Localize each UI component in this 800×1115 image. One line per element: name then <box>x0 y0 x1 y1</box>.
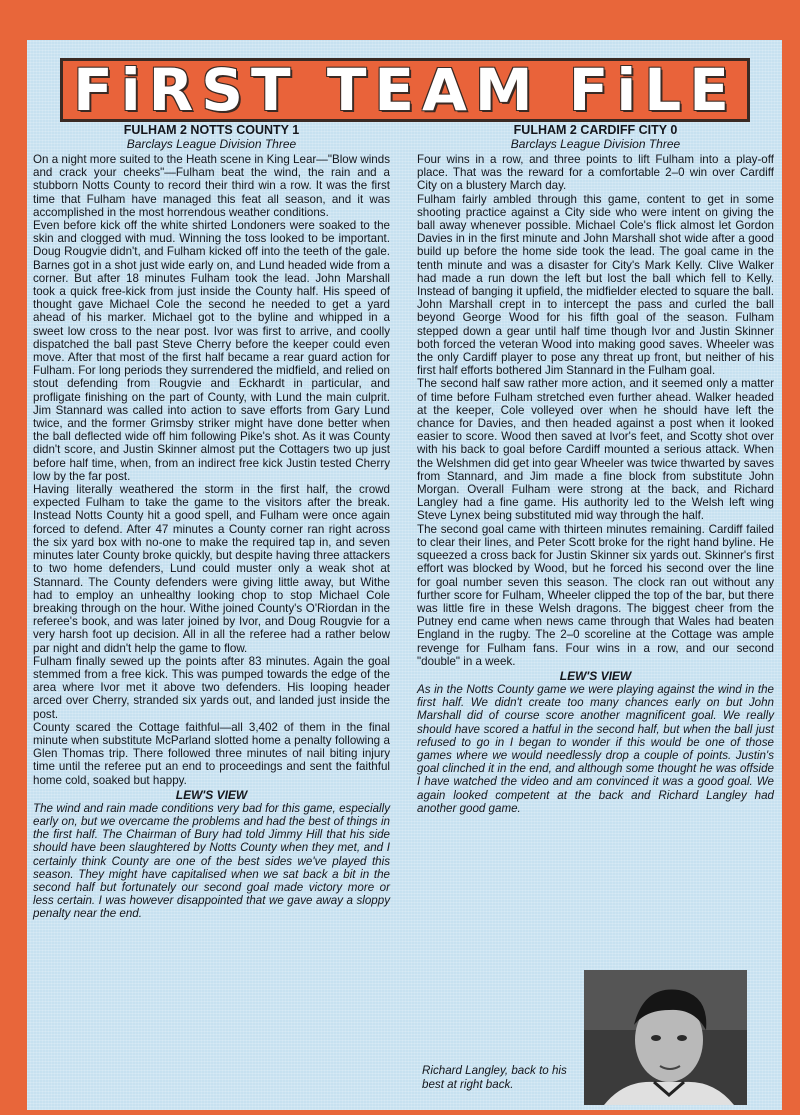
match-subtitle: Barclays League Division Three <box>510 137 681 151</box>
report-paragraph: Four wins in a row, and three points to lift Fulham into a play-off place. That was the reward for a comfortable 2–0 win over Cardiff City on a blustery March day. <box>417 153 774 193</box>
lews-view-heading: LEW'S VIEW <box>175 787 248 802</box>
report-paragraph: The second half saw rather more action, and it seemed only a matter of time before Fulham stretched even further ahead. Walker headed at the keeper, Cole volleyed over when he should have left the chance for Davies, and then headed against a post when it looked easier to score. Wood then saved at Ivor's feet, and Scotty shot over with his back to goal before Cardiff mounted a serious attack. When the Welshmen did get into gear Wheeler was twice thwarted by saves from Stannard, and Jim made a fine block from substitute John Morgan. Overall Fulham were strong at the back, and Richard Langley had a fine game. His authority led to the Welsh left wing Steve Lynex being substituted mid way through the half. <box>417 377 774 523</box>
lews-view-text: The wind and rain made conditions very bad for this game, especially early on, but we overcame the problems and had the best of things in the first half. The Chairman of Bury had told Jimmy Hill that his side should have been slaughtered by Notts County when they met, and I certainly think County are one of the best sides we've played this season. They might have capitalised when we sat back a bit in the second half but fortunately our second goal made victory more or less certain. I was however disappointed that we gave away a sloppy penalty near the end. <box>33 801 390 921</box>
match-subtitle: Barclays League Division Three <box>126 137 297 151</box>
report-paragraph: County scared the Cottage faithful—all 3,402 of them in the final minute when substitute McParland slotted home a penalty following a Glen Thomas trip. There followed three minutes of nail biting injury time until the referee put an end to proceedings and sent the faithful home cold, soaked but happy. <box>33 720 390 787</box>
magazine-page <box>27 40 782 1110</box>
match-title: FULHAM 2 NOTTS COUNTY 1 <box>123 123 300 137</box>
notts-county-report <box>33 123 390 921</box>
report-paragraph: Even before kick off the white shirted Londoners were soaked to the skin and clogged with mud. Winning the toss looked to be important. Doug Rougvie didn't, and Fulham kicked off into the teeth of the gale. Barnes got in a shot just wide early on, and Lund headed wide from a corner. But after 18 minutes Fulham took the lead. John Marshall took a quick free-kick from just inside the County half. His speed of thought gave Michael Cole the second he needed to get a yard ahead of his marker. Michael got to the byline and whipped in a sweet low cross to the near post. Ivor was first to arrive, and coolly dispatched the ball past Steve Cherry before the keeper could even move. After that most of the first half became a rear guard action for Fulham. For long periods they surrendered the midfield, and relied on stout defending from Rougvie and Eckhardt in particular, and profligate finishing on the part of County, with Lund the main culprit. Jim Stannard was called into action to save efforts from Gary Lund twice, and the former Grimsby striker might have done better when the ball deflected wide off him following Pike's shot. As it was County didn't score, and Justin Skinner almost put the Cottagers two up just before half time, when, from an indirect free kick Justin tested Cherry low by the far post. <box>33 219 390 483</box>
portrait-illustration <box>584 970 747 1105</box>
cardiff-city-report <box>417 123 774 815</box>
match-title: FULHAM 2 CARDIFF CITY 0 <box>513 123 678 137</box>
page-title: FiRST TEAM FiLE <box>73 56 737 124</box>
title-banner <box>60 58 750 122</box>
player-photo <box>584 970 747 1105</box>
report-paragraph: Fulham fairly ambled through this game, content to get in some shooting practice against a City side who were intent on giving the ball away whenever possible. Michael Cole's flick almost let Gordon Davies in in the first minute and John Marshall shot wide after a good build up before the home side took the lead. The goal came in the tenth minute and was a disaster for City's Mark Kelly. Clive Walker had made a run down the left but lost the ball which fell to Kelly. Instead of banging it upfield, the midfielder elected to square the ball. John Marshall crept in to intercept the pass and curled the ball beyond George Wood for his fifth goal of the season. Fulham stepped down a gear until half time though Ivor and Justin Skinner both forced the veteran Wood into making good saves. Wheeler was the only Cardiff player to pose any threat up front, but neither of his first half efforts bothered Jim Stannard in the Fulham goal. <box>417 192 774 378</box>
lews-view-text: As in the Notts County game we were playing against the wind in the first half. We didn't create too many chances early on but John Marshall did of course score another magnificent goal. We really should have scored a hatful in the second half, but when the ball just refused to go in I began to wonder if this would be one of those games where we would needlessly drop a couple of points. Justin's goal clinched it in the end, and although some thought he was offside I have watched the video and am convinced it was a good goal. We again looked competent at the back and Richard Langley had another good game. <box>417 682 774 815</box>
lews-view-heading: LEW'S VIEW <box>559 668 632 683</box>
report-paragraph: The second goal came with thirteen minutes remaining. Cardiff failed to clear their lines, and Peter Scott broke for the right hand byline. He squeezed a cross back for Justin Skinner six yards out. Skinner's first effort was blocked by Wood, but he forced his second over the line for goal number seven this season. The clock ran out without any further score for Fulham, Wheeler clipped the top of the bar, but there was little fire in these Welsh dragons. The biggest cheer from the Putney end came when news came through that Wales had beaten England in the rugby. The 2–0 scoreline at the Cottage was ample revenge for Fulham fans. Four wins in a row, and our second "double" in a week. <box>417 522 774 668</box>
report-paragraph: Having literally weathered the storm in the first half, the crowd expected Fulham to take the game to the visitors after the break. Instead Notts County hit a good spell, and Fulham were once again forced to defend. After 47 minutes a County corner ran right across the six yard box with no-one to make the required tap in, and seven minutes later County broke quickly, but despite having three attackers to two home defenders, Lund could muster only a weak shot at Stannard. The County defenders were giving little away, but Withe had to employ an unhealthy looking chop to stop Michael Cole breaking through on the hour. Withe joined County's O'Riordan in the referee's book, and was later joined by Ivor, and Doug Rougvie for a very harsh foot up decision. All in all the referee had a rather below par night and didn't help the game to flow. <box>33 483 390 655</box>
report-paragraph: On a night more suited to the Heath scene in King Lear—"Blow winds and crack your cheeks"—Fulham beat the wind, the rain and a stubborn Notts County to record their third win a row. It was the first time that Fulham have managed this feat all season, and it was accomplished in the most horrendous weather conditions. <box>33 153 390 219</box>
report-paragraph: Fulham finally sewed up the points after 83 minutes. Again the goal stemmed from a free kick. This was pumped towards the edge of the area where Ivor met it above two defenders. His looping header arced over Cherry, stranded six yards out, and landed just inside the post. <box>33 654 390 721</box>
photo-caption: Richard Langley, back to his best at right back. <box>422 1064 567 1091</box>
